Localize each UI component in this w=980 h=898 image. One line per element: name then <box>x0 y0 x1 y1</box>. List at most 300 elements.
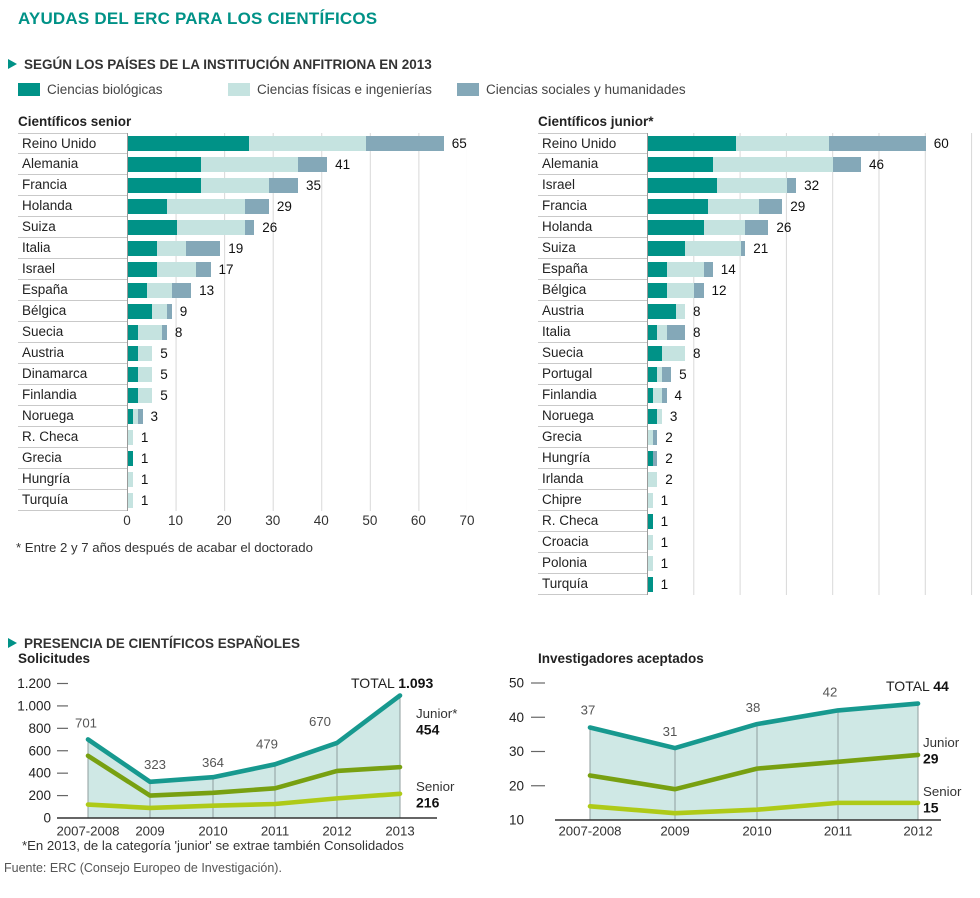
bar-segment <box>177 220 245 235</box>
country-label: Finlandia <box>538 385 647 406</box>
bar-row <box>538 196 976 217</box>
y-tick-label: 400 <box>28 765 51 781</box>
x-tick-label: 30 <box>265 513 281 528</box>
bar-track <box>127 448 467 469</box>
bar-segment <box>648 178 717 193</box>
country-label: Dinamarca <box>18 364 127 385</box>
bar-row <box>538 511 976 532</box>
bar-segment <box>128 199 167 214</box>
country-label: Israel <box>538 175 647 196</box>
bar-track <box>127 301 467 322</box>
bar-segment <box>128 388 138 403</box>
country-label: Reino Unido <box>18 133 127 154</box>
country-label: Holanda <box>538 217 647 238</box>
x-tick-label: 70 <box>459 513 475 528</box>
bar-segment <box>128 241 157 256</box>
senior-label: Senior <box>923 784 962 799</box>
y-tick-label: 50 <box>508 675 524 691</box>
junior-chart-title: Científicos junior* <box>538 114 654 129</box>
bar-segment <box>172 283 191 298</box>
x-tick-label: 40 <box>313 513 329 528</box>
y-tick-label: 800 <box>28 720 51 736</box>
section1-title: SEGÚN LOS PAÍSES DE LA INSTITUCIÓN ANFITRIONA EN 2013 <box>24 57 432 72</box>
bar-track <box>647 490 976 511</box>
country-label: Irlanda <box>538 469 647 490</box>
bar-segment <box>648 514 653 529</box>
bar-track <box>127 406 467 427</box>
bar-track <box>647 364 976 385</box>
bar-segment <box>648 409 657 424</box>
bar-total-label: 13 <box>199 283 215 298</box>
source-note: Fuente: ERC (Consejo Europeo de Investigación). <box>4 861 282 875</box>
bar-total-label: 1 <box>660 556 669 571</box>
bar-total-label: 9 <box>179 304 188 319</box>
bar-segment <box>128 367 138 382</box>
bar-segment <box>186 241 220 256</box>
bar-segment <box>648 199 708 214</box>
bar-track <box>647 301 976 322</box>
bar-track <box>647 511 976 532</box>
legend-item-biologicas: Ciencias biológicas <box>18 82 163 97</box>
bar-row <box>18 280 467 301</box>
bar-track <box>647 175 976 196</box>
bar-row <box>18 196 467 217</box>
bar-segment <box>128 472 133 487</box>
x-tick-label: 2010 <box>742 823 772 839</box>
bar-total-label: 21 <box>753 241 769 256</box>
bar-row <box>18 343 467 364</box>
bar-segment <box>648 220 704 235</box>
bar-segment <box>138 346 153 361</box>
bar-total-label: 3 <box>669 409 678 424</box>
bar-track <box>647 553 976 574</box>
x-tick-label: 60 <box>410 513 426 528</box>
bar-segment <box>138 367 153 382</box>
bar-row <box>18 217 467 238</box>
bar-row <box>538 469 976 490</box>
bar-total-label: 17 <box>218 262 234 277</box>
legend-swatch-fisicas-icon <box>228 83 250 96</box>
legend-item-sociales: Ciencias sociales y humanidades <box>457 82 686 97</box>
country-label: Austria <box>538 301 647 322</box>
bar-track <box>647 385 976 406</box>
bar-segment <box>128 262 157 277</box>
x-tick-label: 20 <box>216 513 232 528</box>
senior-x-axis <box>123 513 475 529</box>
bar-track <box>647 238 976 259</box>
bar-segment <box>759 199 782 214</box>
bar-total-label: 1 <box>140 472 149 487</box>
bar-row <box>18 364 467 385</box>
country-label: R. Checa <box>538 511 647 532</box>
bar-segment <box>648 136 736 151</box>
bar-track <box>647 427 976 448</box>
country-label: Bélgica <box>18 301 127 322</box>
bar-row <box>538 154 976 175</box>
bar-row <box>538 427 976 448</box>
bar-segment <box>167 199 245 214</box>
bar-row <box>538 574 976 595</box>
bar-segment <box>657 325 666 340</box>
country-label: Portugal <box>538 364 647 385</box>
bar-track <box>647 196 976 217</box>
senior-bar-chart <box>18 133 467 511</box>
point-value-label: 37 <box>580 702 596 718</box>
country-label: Polonia <box>538 553 647 574</box>
senior-value: 216 <box>416 794 440 811</box>
bar-segment <box>128 178 201 193</box>
country-label: Holanda <box>18 196 127 217</box>
bar-segment <box>667 325 686 340</box>
bar-track <box>127 217 467 238</box>
bar-segment <box>833 157 861 172</box>
country-label: R. Checa <box>18 427 127 448</box>
junior-label: Junior* <box>416 706 458 721</box>
point-value-label: 701 <box>74 715 98 731</box>
bar-segment <box>366 136 444 151</box>
country-label: Italia <box>538 322 647 343</box>
bar-segment <box>745 220 768 235</box>
page-title: AYUDAS DEL ERC PARA LOS CIENTÍFICOS <box>18 9 378 28</box>
bar-segment <box>648 346 662 361</box>
bar-segment <box>128 451 133 466</box>
junior-bar-chart <box>538 133 976 595</box>
bar-row <box>538 280 976 301</box>
x-tick-label: 2007-2008 <box>56 823 120 839</box>
bar-row <box>18 448 467 469</box>
country-label: Hungría <box>538 448 647 469</box>
bar-row <box>18 154 467 175</box>
bar-row <box>538 364 976 385</box>
senior-footnote: * Entre 2 y 7 años después de acabar el doctorado <box>16 540 313 555</box>
section-arrow-icon <box>8 59 17 69</box>
country-label: Israel <box>18 259 127 280</box>
bar-total-label: 65 <box>451 136 467 151</box>
bar-segment <box>128 283 147 298</box>
bar-row <box>18 322 467 343</box>
senior-chart-title: Científicos senior <box>18 114 132 129</box>
bar-segment <box>741 241 746 256</box>
country-label: España <box>538 259 647 280</box>
bar-segment <box>162 325 167 340</box>
bar-track <box>127 469 467 490</box>
bar-total-label: 1 <box>660 577 669 592</box>
bar-total-label: 5 <box>160 367 168 382</box>
x-tick-label: 0 <box>123 513 131 528</box>
bar-total-label: 2 <box>665 451 673 466</box>
bar-total-label: 3 <box>150 409 159 424</box>
country-label: Alemania <box>18 154 127 175</box>
bar-segment <box>662 388 667 403</box>
bar-track <box>647 532 976 553</box>
bar-segment <box>128 220 177 235</box>
legend-swatch-sociales-icon <box>457 83 479 96</box>
country-label: Turquía <box>18 490 127 511</box>
x-tick-label: 2010 <box>198 823 228 839</box>
country-label: Hungría <box>18 469 127 490</box>
bar-segment <box>653 430 658 445</box>
y-tick-label: 0 <box>43 810 51 826</box>
bar-total-label: 8 <box>693 325 701 340</box>
bar-track <box>127 427 467 448</box>
bar-row <box>538 448 976 469</box>
bar-total-label: 2 <box>665 430 673 445</box>
bar-total-label: 1 <box>660 514 669 529</box>
bar-segment <box>128 325 138 340</box>
country-label: España <box>18 280 127 301</box>
country-label: Turquía <box>538 574 647 595</box>
bar-segment <box>157 262 196 277</box>
bar-row <box>538 175 976 196</box>
bar-segment <box>736 136 829 151</box>
bar-segment <box>662 346 685 361</box>
bar-segment <box>648 535 653 550</box>
bar-total-label: 1 <box>660 535 669 550</box>
legend-item-fisicas: Ciencias físicas e ingenierías <box>228 82 432 97</box>
bar-segment <box>648 304 676 319</box>
bar-total-label: 26 <box>776 220 792 235</box>
bar-track <box>127 154 467 175</box>
bar-segment <box>128 136 249 151</box>
y-tick-label: 40 <box>508 709 524 725</box>
bar-row <box>538 238 976 259</box>
bar-total-label: 46 <box>868 157 884 172</box>
junior-value: 29 <box>923 750 939 767</box>
x-tick-label: 50 <box>362 513 378 528</box>
country-label: Chipre <box>538 490 647 511</box>
bar-segment <box>653 451 658 466</box>
country-label: Croacia <box>538 532 647 553</box>
country-label: Alemania <box>538 154 647 175</box>
bar-segment <box>787 178 796 193</box>
bar-row <box>18 490 467 511</box>
junior-label: Junior <box>923 735 960 750</box>
junior-value: 454 <box>416 721 440 738</box>
bar-segment <box>708 199 759 214</box>
bar-track <box>127 385 467 406</box>
bar-segment <box>201 157 298 172</box>
bar-segment <box>196 262 211 277</box>
bar-segment <box>167 304 172 319</box>
bar-track <box>127 490 467 511</box>
bar-total-label: 26 <box>262 220 278 235</box>
bar-track <box>647 574 976 595</box>
bar-segment <box>128 304 152 319</box>
bar-segment <box>685 241 741 256</box>
bar-segment <box>245 199 269 214</box>
bar-total-label: 29 <box>276 199 292 214</box>
point-value-label: 42 <box>822 684 838 700</box>
bar-row <box>538 301 976 322</box>
bar-total-label: 14 <box>720 262 736 277</box>
area-fill <box>88 695 400 818</box>
bar-segment <box>676 304 685 319</box>
y-tick-label: 10 <box>508 812 524 828</box>
y-tick-label: 1.200 <box>17 676 51 691</box>
bar-total-label: 1 <box>660 493 669 508</box>
y-tick-label: 1.000 <box>17 698 51 714</box>
point-value-label: 323 <box>143 756 167 772</box>
bar-row <box>18 175 467 196</box>
bar-row <box>538 217 976 238</box>
bar-segment <box>648 577 653 592</box>
bar-total-label: 5 <box>160 388 168 403</box>
bar-row <box>538 343 976 364</box>
bar-row <box>538 490 976 511</box>
x-tick-label: 2009 <box>135 823 165 839</box>
bar-segment <box>648 283 667 298</box>
country-label: Francia <box>18 175 127 196</box>
bar-segment <box>648 157 713 172</box>
bar-segment <box>717 178 786 193</box>
bar-total-label: 8 <box>693 304 701 319</box>
point-value-label: 479 <box>255 736 279 752</box>
bar-track <box>647 406 976 427</box>
country-label: Francia <box>538 196 647 217</box>
bar-segment <box>662 367 671 382</box>
bar-row <box>538 553 976 574</box>
bar-segment <box>667 262 704 277</box>
bar-row <box>18 469 467 490</box>
country-label: Italia <box>18 238 127 259</box>
x-tick-label: 2011 <box>260 823 290 839</box>
bar-segment <box>138 409 143 424</box>
point-value-label: 670 <box>308 713 332 729</box>
bar-track <box>127 133 467 154</box>
bar-segment <box>157 241 186 256</box>
bar-segment <box>269 178 298 193</box>
bar-segment <box>128 346 138 361</box>
bar-segment <box>138 325 162 340</box>
country-label: Grecia <box>18 448 127 469</box>
y-tick-label: 20 <box>508 778 524 794</box>
bar-segment <box>653 388 662 403</box>
bar-row <box>18 301 467 322</box>
bar-segment <box>829 136 926 151</box>
bar-row <box>538 259 976 280</box>
bar-row <box>538 133 976 154</box>
bar-segment <box>648 556 653 571</box>
bar-segment <box>298 157 327 172</box>
country-label: Suecia <box>538 343 647 364</box>
country-label: Finlandia <box>18 385 127 406</box>
bar-segment <box>128 430 133 445</box>
bar-total-label: 19 <box>228 241 244 256</box>
bar-total-label: 12 <box>711 283 727 298</box>
bar-track <box>127 196 467 217</box>
bar-row <box>18 133 467 154</box>
bar-track <box>127 364 467 385</box>
bar-track <box>647 448 976 469</box>
bar-row <box>538 385 976 406</box>
section1-header <box>8 57 432 72</box>
bar-row <box>18 406 467 427</box>
bar-total-label: 8 <box>174 325 183 340</box>
legend-swatch-biologicas-icon <box>18 83 40 96</box>
bar-segment <box>147 283 171 298</box>
bar-segment <box>201 178 269 193</box>
bar-total-label: 35 <box>305 178 321 193</box>
bar-track <box>647 469 976 490</box>
x-tick-label: 2007-2008 <box>558 823 622 839</box>
country-label: Noruega <box>18 406 127 427</box>
bar-track <box>127 175 467 196</box>
bar-row <box>18 385 467 406</box>
total-label: TOTAL 1.093 <box>351 675 434 691</box>
bar-track <box>647 343 976 364</box>
bar-track <box>647 259 976 280</box>
bar-segment <box>704 220 746 235</box>
bar-total-label: 4 <box>674 388 683 403</box>
bar-segment <box>648 262 667 277</box>
bar-total-label: 5 <box>160 346 168 361</box>
bar-row <box>18 238 467 259</box>
country-label: Suiza <box>18 217 127 238</box>
bar-track <box>127 238 467 259</box>
bar-total-label: 2 <box>665 472 673 487</box>
bar-total-label: 1 <box>140 430 149 445</box>
x-tick-label: 2009 <box>660 823 690 839</box>
bar-track <box>647 217 976 238</box>
bar-segment <box>667 283 695 298</box>
bar-segment <box>648 472 657 487</box>
bar-total-label: 29 <box>790 199 806 214</box>
bar-segment <box>128 157 201 172</box>
bar-segment <box>704 262 713 277</box>
bar-row <box>538 406 976 427</box>
bar-segment <box>245 220 255 235</box>
total-label: TOTAL 44 <box>886 678 949 694</box>
x-tick-label: 2012 <box>903 823 933 839</box>
bar-total-label: 5 <box>679 367 687 382</box>
bar-segment <box>648 367 657 382</box>
bar-track <box>127 322 467 343</box>
bar-segment <box>128 493 133 508</box>
bar-total-label: 1 <box>140 451 149 466</box>
bar-total-label: 32 <box>804 178 820 193</box>
bar-total-label: 1 <box>140 493 149 508</box>
point-value-label: 31 <box>662 724 678 740</box>
bar-row <box>538 532 976 553</box>
bar-track <box>127 259 467 280</box>
bar-segment <box>648 325 657 340</box>
aceptados-chart-title: Investigadores aceptados <box>538 651 704 666</box>
senior-label: Senior <box>416 779 455 794</box>
bar-row <box>18 259 467 280</box>
bar-segment <box>138 388 153 403</box>
bar-track <box>127 280 467 301</box>
bar-track <box>647 154 976 175</box>
line-charts <box>0 640 980 855</box>
bar-track <box>127 343 467 364</box>
country-label: Austria <box>18 343 127 364</box>
bar-track <box>647 280 976 301</box>
senior-value: 15 <box>923 799 939 816</box>
junior-footnote: *En 2013, de la categoría 'junior' se extrae también Consolidados <box>22 838 404 853</box>
bar-row <box>538 322 976 343</box>
x-tick-label: 2013 <box>385 823 415 839</box>
bar-segment <box>694 283 703 298</box>
bar-segment <box>648 241 685 256</box>
x-tick-label: 2012 <box>322 823 352 839</box>
bar-segment <box>657 409 662 424</box>
section2-title: PRESENCIA DE CIENTÍFICOS ESPAÑOLES <box>24 636 301 651</box>
bar-total-label: 8 <box>693 346 701 361</box>
x-tick-label: 2011 <box>823 823 853 839</box>
country-label: Grecia <box>538 427 647 448</box>
bar-segment <box>648 493 653 508</box>
bar-total-label: 41 <box>335 157 351 172</box>
